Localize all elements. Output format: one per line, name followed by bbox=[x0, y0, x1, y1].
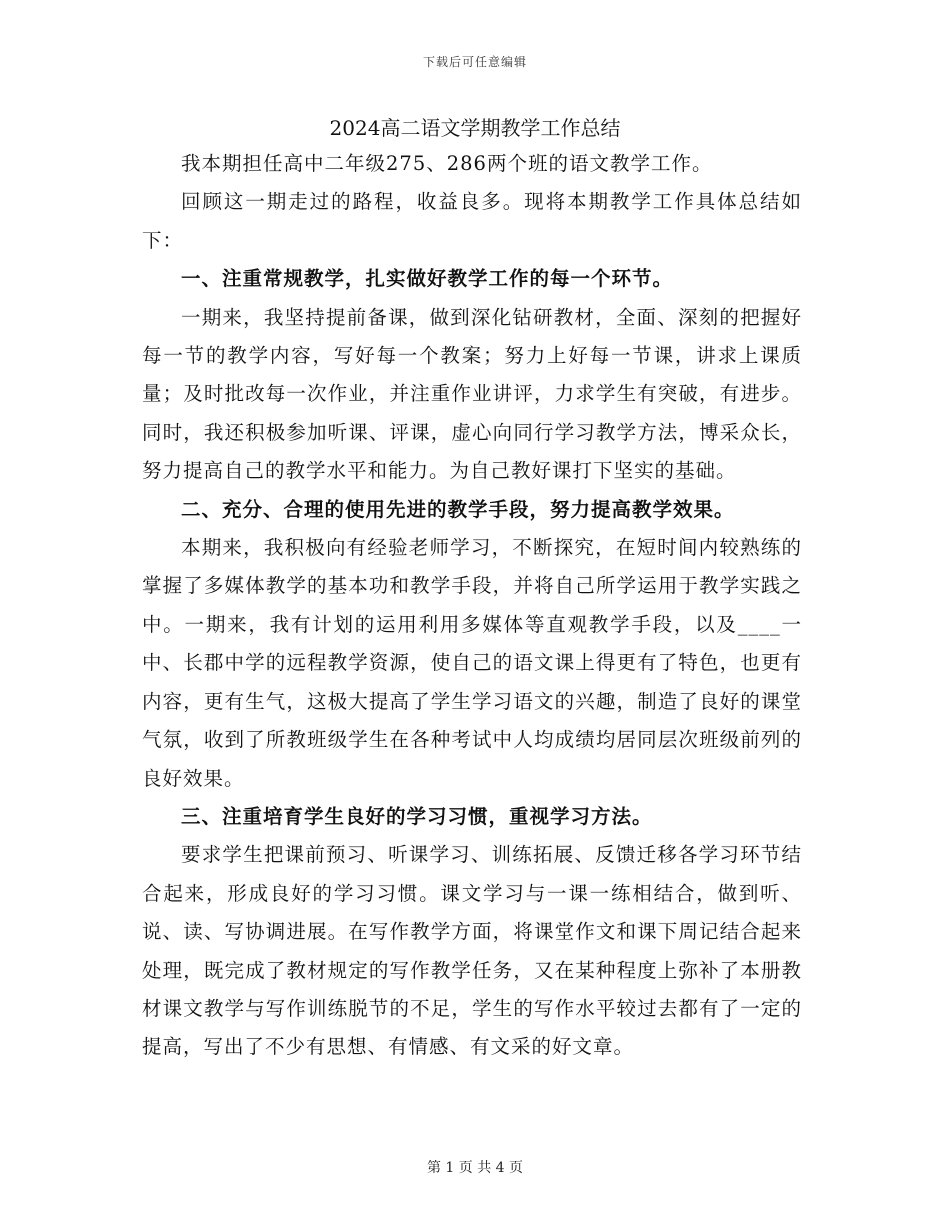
paragraph-section-3: 要求学生把课前预习、听课学习、训练拓展、反馈迁移各学习环节结合起来，形成良好的学习习惯。课文学习与一课一练相结合，做到听、说、读、写协调进展。在写作教学方面，将课堂作文和课下周记结合起来处理，既完成了教材规定的写作教学任务，又在某种程度上弥补了本册教材课文教学与写作训练脱节的不足，学生的写作水平较过去都有了一定的提高，写出了不少有思想、有情感、有文采的好文章。 bbox=[142, 843, 802, 1059]
paragraph-section-1: 一期来，我坚持提前备课，做到深化钻研教材，全面、深刻的把握好每一节的教学内容，写好每一个教案；努力上好每一节课，讲求上课质量；及时批改每一次作业，并注重作业讲评，力求学生有突破，有进步。同时，我还积极参加听课、评课，虚心向同行学习教学方法，博采众长，努力提高自己的教学水平和能力。为自己教好课打下坚实的基础。 bbox=[142, 305, 802, 483]
page-number-footer: 第 1 页 共 4 页 bbox=[426, 1160, 524, 1176]
paragraph-review: 回顾这一期走过的路程，收益良多。现将本期教学工作具体总结如下： bbox=[142, 190, 802, 252]
paragraph-section-2: 本期来，我积极向有经验老师学习，不断探究，在短时间内较熟练的掌握了多媒体教学的基本功和教学手段，并将自己所学运用于教学实践之中。一期来，我有计划的运用利用多媒体等直观教学手段，以及____一中、长郡中学的远程教学资源，使自己的语文课上得更有了特色，也更有内容，更有生气，这极大提高了学生学习语文的兴趣，制造了良好的课堂气氛，收到了所教班级学生在各种考试中人均成绩均居同层次班级前列的良好效果。 bbox=[142, 536, 802, 790]
section-heading-1: 一、注重常规教学，扎实做好教学工作的每一个环节。 bbox=[181, 267, 674, 291]
page-header-note: 下载后可任意编辑 bbox=[422, 55, 527, 69]
paragraph-intro: 我本期担任高中二年级275、286两个班的语文教学工作。 bbox=[181, 152, 713, 175]
document-title: 2024高二语文学期教学工作总结 bbox=[329, 116, 621, 140]
section-heading-2: 二、充分、合理的使用先进的教学手段，努力提高教学效果。 bbox=[181, 497, 735, 521]
document-body bbox=[142, 145, 802, 1067]
section-heading-3: 三、注重培育学生良好的学习习惯，重视学习方法。 bbox=[181, 804, 653, 828]
